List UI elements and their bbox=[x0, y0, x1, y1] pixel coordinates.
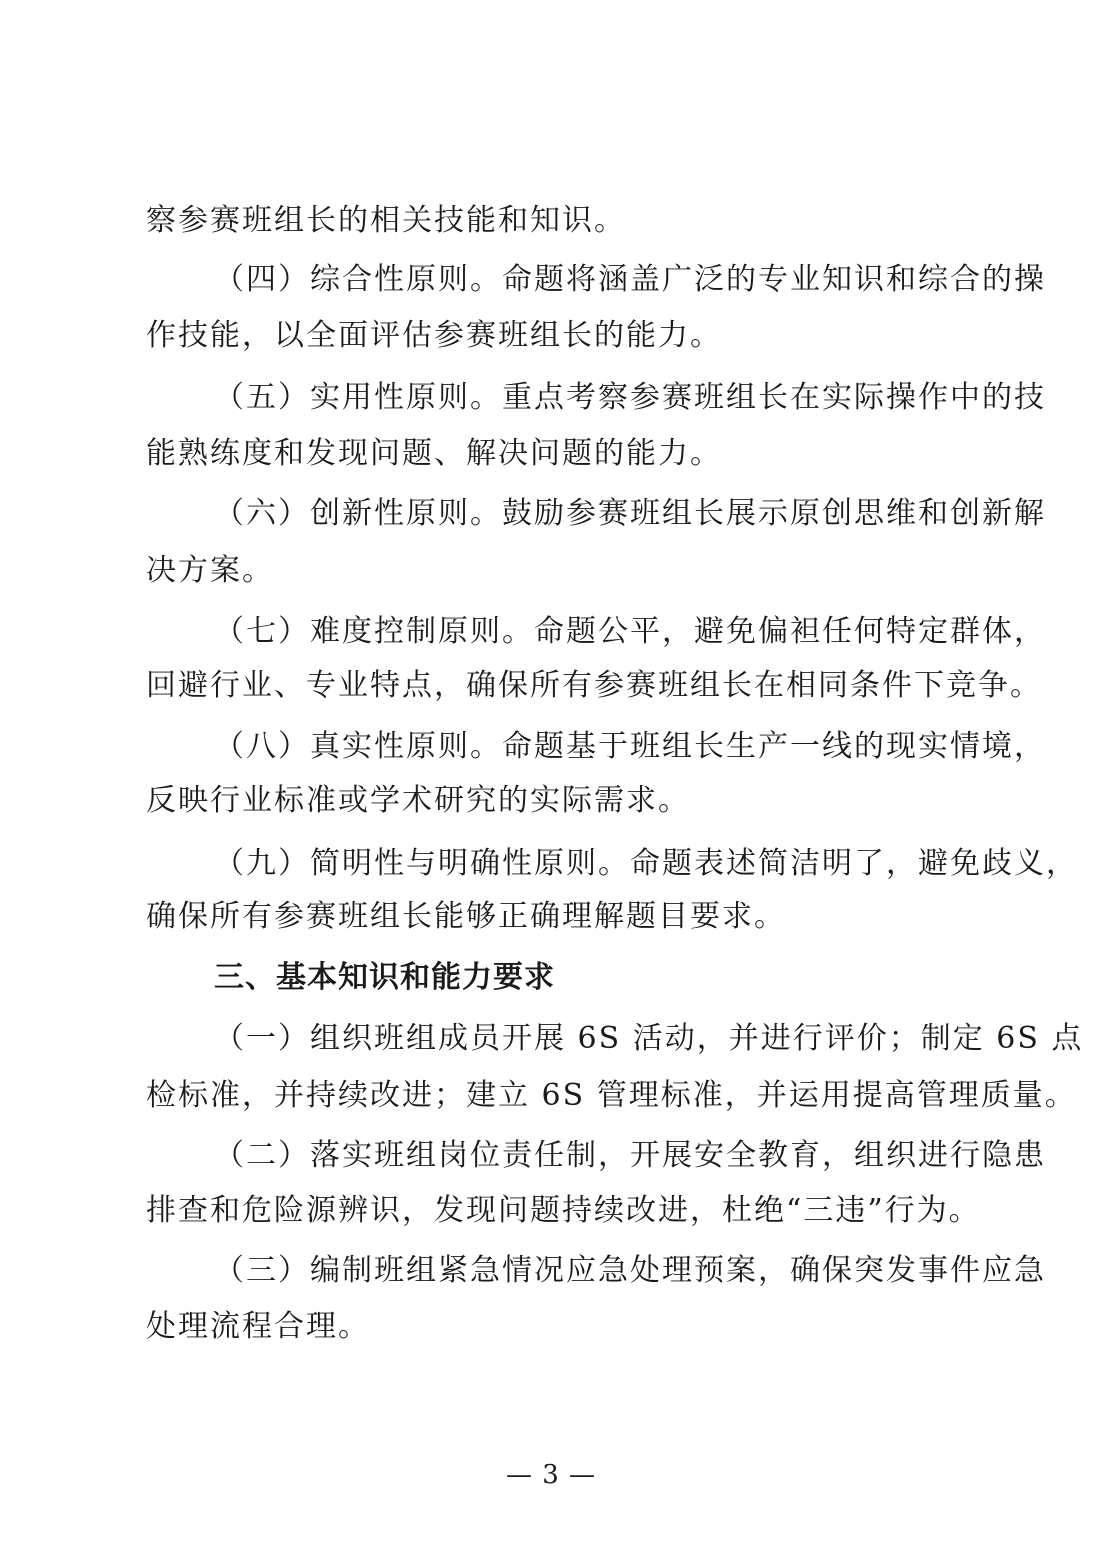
text-line: 排查和危险源辨识，发现问题持续改进，杜绝“三违”行为。 bbox=[146, 1193, 981, 1228]
text-line: 确保所有参赛班组长能够正确理解题目要求。 bbox=[146, 899, 786, 934]
text-line: 反映行业标准或学术研究的实际需求。 bbox=[146, 783, 690, 818]
paragraph-principle-9: （九）简明性与明确性原则。命题表述简洁明了，避免歧义， bbox=[214, 846, 1078, 881]
text-line: 能熟练度和发现问题、解决问题的能力。 bbox=[146, 436, 722, 471]
paragraph-requirement-3: （三）编制班组紧急情况应急处理预案，确保突发事件应急 bbox=[214, 1253, 1046, 1288]
section-heading: 三、基本知识和能力要求 bbox=[214, 960, 555, 995]
text-line: 作技能，以全面评估参赛班组长的能力。 bbox=[146, 318, 722, 353]
paragraph-requirement-1: （一）组织班组成员开展 6S 活动，并进行评价；制定 6S 点 bbox=[214, 1021, 1084, 1056]
paragraph-requirement-2: （二）落实班组岗位责任制，开展安全教育，组织进行隐患 bbox=[214, 1138, 1046, 1173]
paragraph-principle-5: （五）实用性原则。重点考察参赛班组长在实际操作中的技 bbox=[214, 380, 1046, 415]
text-line: 回避行业、专业特点，确保所有参赛班组长在相同条件下竞争。 bbox=[146, 668, 1042, 703]
text-line: 检标准，并持续改进；建立 6S 管理标准，并运用提高管理质量。 bbox=[146, 1078, 1077, 1113]
paragraph-principle-7: （七）难度控制原则。命题公平，避免偏袒任何特定群体， bbox=[214, 614, 1046, 649]
text-line: 处理流程合理。 bbox=[146, 1309, 370, 1344]
paragraph-principle-6: （六）创新性原则。鼓励参赛班组长展示原创思维和创新解 bbox=[214, 496, 1046, 531]
page-number: — 3 — bbox=[505, 1460, 597, 1490]
paragraph-principle-8: （八）真实性原则。命题基于班组长生产一线的现实情境， bbox=[214, 729, 1046, 764]
text-line: 决方案。 bbox=[146, 553, 274, 588]
text-line: 察参赛班组长的相关技能和知识。 bbox=[146, 203, 626, 238]
paragraph-principle-4: （四）综合性原则。命题将涵盖广泛的专业知识和综合的操 bbox=[214, 262, 1046, 297]
